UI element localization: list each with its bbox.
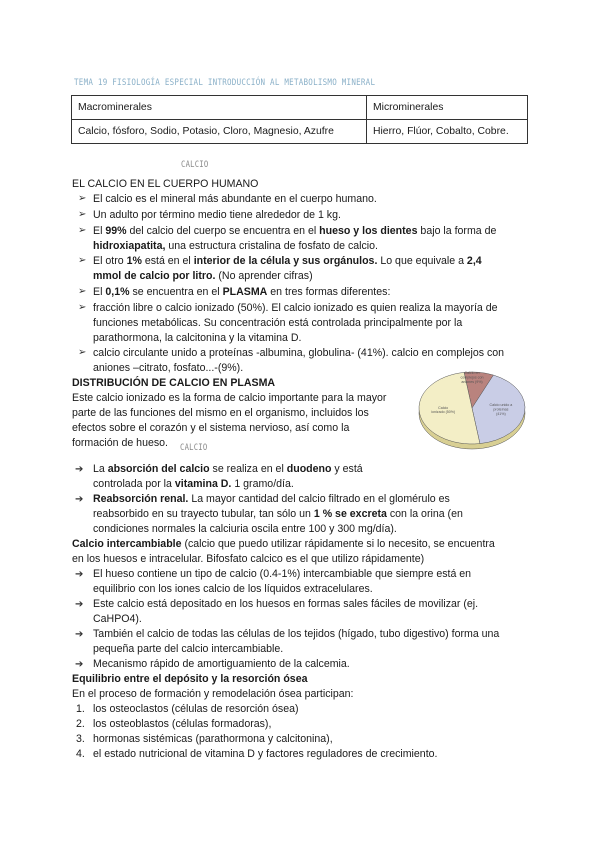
bullet-text-cont: parathormona, la calcitonina y la vitamina D. xyxy=(93,332,302,344)
paragraph-line: Este calcio ionizado es la forma de calcio importante para la mayor xyxy=(72,392,387,404)
arrow-right-icon: ➔ xyxy=(75,569,84,580)
paragraph-line: formación de hueso. xyxy=(72,437,168,449)
header-macrominerales: Macrominerales xyxy=(72,96,367,120)
section-title-equilibrio: Equilibrio entre el depósito y la resorción ósea xyxy=(72,673,308,685)
bullet-text: También el calcio de todas las células de los tejidos (hígado, tubo digestivo) forma una xyxy=(93,628,500,640)
bullet-text: El 0,1% se encuentra en el PLASMA en tres formas diferentes: xyxy=(93,286,391,298)
list-number: 2. xyxy=(76,718,85,730)
bullet-text: calcio circulante unido a proteínas -albumina, globulina- (41%). calcio en complejos con xyxy=(93,347,505,359)
bullet-text-cont: hidroxiapatita, una estructura cristalina de fosfato de calcio. xyxy=(93,240,378,252)
pie-chart xyxy=(412,362,532,462)
list-item: el estado nutricional de vitamina D y factores reguladores de crecimiento. xyxy=(93,748,438,760)
paragraph-line: efectos sobre el corazón y el sistema nervioso, así como la xyxy=(72,422,350,434)
bullet-text-cont: condiciones normales la calciuria oscila entre 100 y 300 mg/día). xyxy=(93,523,397,535)
table-row xyxy=(72,120,528,144)
arrow-right-icon: ➔ xyxy=(75,599,84,610)
arrow-bullet-icon: ➢ xyxy=(78,225,87,236)
cell-microminerales: Hierro, Flúor, Cobalto, Cobre. xyxy=(367,120,528,144)
bullet-text: Un adulto por término medio tiene alrededor de 1 kg. xyxy=(93,209,341,221)
bullet-text: Mecanismo rápido de amortiguamiento de la calcemia. xyxy=(93,658,350,670)
pie-chart-svg xyxy=(412,362,532,462)
arrow-right-icon: ➔ xyxy=(75,659,84,670)
arrow-bullet-icon: ➢ xyxy=(78,193,87,204)
minerals-table xyxy=(71,95,528,144)
list-number: 4. xyxy=(76,748,85,760)
bullet-text-cont: mmol de calcio por litro. (No aprender cifras) xyxy=(93,270,313,282)
bullet-text: Reabsorción renal. La mayor cantidad del calcio filtrado en el glomérulo es xyxy=(93,493,450,505)
paragraph-line: En el proceso de formación y remodelación ósea participan: xyxy=(72,688,354,700)
paragraph-line: parte de las funciones del mismo en el organismo, incluidos los xyxy=(72,407,369,419)
bullet-text: El calcio es el mineral más abundante en el cuerpo humano. xyxy=(93,193,377,205)
bullet-text-cont: CaHPO4). xyxy=(93,613,142,625)
cell-macrominerales: Calcio, fósforo, Sodio, Potasio, Cloro, Magnesio, Azufre xyxy=(72,120,367,144)
pie-slice-label: Calcio en complejos con aniones (9%) xyxy=(460,371,484,384)
arrow-bullet-icon: ➢ xyxy=(78,302,87,313)
bullet-text: El hueso contiene un tipo de calcio (0.4-1%) intercambiable que siempre está en xyxy=(93,568,472,580)
list-number: 1. xyxy=(76,703,85,715)
bullet-text: Este calcio está depositado en los huesos en formas sales fáciles de movilizar (ej. xyxy=(93,598,479,610)
bullet-text: El otro 1% está en el interior de la célula y sus orgánulos. Lo que equivale a 2,4 xyxy=(93,255,482,267)
paragraph-line: en los huesos e intracelular. Bifosfato calcico es el que utilizo rápidamente) xyxy=(72,553,425,565)
arrow-bullet-icon: ➢ xyxy=(78,209,87,220)
bullet-text-cont: reabsorbido en su trayecto tubular, tan sólo un 1 % se excreta con la orina (en xyxy=(93,508,463,520)
list-item: los osteoclastos (células de resorción ósea) xyxy=(93,703,299,715)
arrow-right-icon: ➔ xyxy=(75,464,84,475)
bullet-text: fracción libre o calcio ionizado (50%). El calcio ionizado es quien realiza la mayoría de xyxy=(93,302,498,314)
bullet-text-cont: controlada por la vitamina D. 1 gramo/día. xyxy=(93,478,294,490)
pie-slice-label: Calcio ionizado (50%) xyxy=(431,405,456,415)
bullet-text-cont: equilibrio con los iones calcio de los líquidos extracelulares. xyxy=(93,583,373,595)
section-title-distribucion: DISTRIBUCIÓN DE CALCIO EN PLASMA xyxy=(72,377,276,389)
arrow-bullet-icon: ➢ xyxy=(78,255,87,266)
bullet-text-cont: funciones metabólicas. Su concentración está controlada principalmente por la xyxy=(93,317,463,329)
arrow-bullet-icon: ➢ xyxy=(78,347,87,358)
list-item: los osteoblastos (células formadoras), xyxy=(93,718,272,730)
bullet-text: El 99% del calcio del cuerpo se encuentra en el hueso y los dientes bajo la forma de xyxy=(93,225,497,237)
arrow-right-icon: ➔ xyxy=(75,494,84,505)
arrow-right-icon: ➔ xyxy=(75,629,84,640)
section-title-intercambiable: Calcio intercambiable (calcio que puedo utilizar rápidamente si lo necesito, se encuentra xyxy=(72,538,495,550)
calcio-heading-2: CALCIO xyxy=(180,443,208,453)
bullet-text-cont: aniones –citrato, fosfato...-(9%). xyxy=(93,362,244,374)
arrow-bullet-icon: ➢ xyxy=(78,286,87,297)
list-item: hormonas sistémicas (parathormona y calcitonina), xyxy=(93,733,333,745)
header-microminerales: Microminerales xyxy=(367,96,528,120)
document-title: TEMA 19 FISIOLOGÍA ESPECIAL INTRODUCCIÓN AL METABOLISMO MINERAL xyxy=(74,77,376,88)
calcio-heading: CALCIO xyxy=(181,160,209,170)
bullet-text: La absorción del calcio se realiza en el duodeno y está xyxy=(93,463,363,475)
pie-slice-label: Calcio unido a proteínas (41%) xyxy=(489,403,513,417)
table-header-row xyxy=(72,96,528,120)
bullet-text-cont: pequeña parte del calcio intercambiable. xyxy=(93,643,284,655)
list-number: 3. xyxy=(76,733,85,745)
section-title-cuerpo: EL CALCIO EN EL CUERPO HUMANO xyxy=(72,178,259,190)
